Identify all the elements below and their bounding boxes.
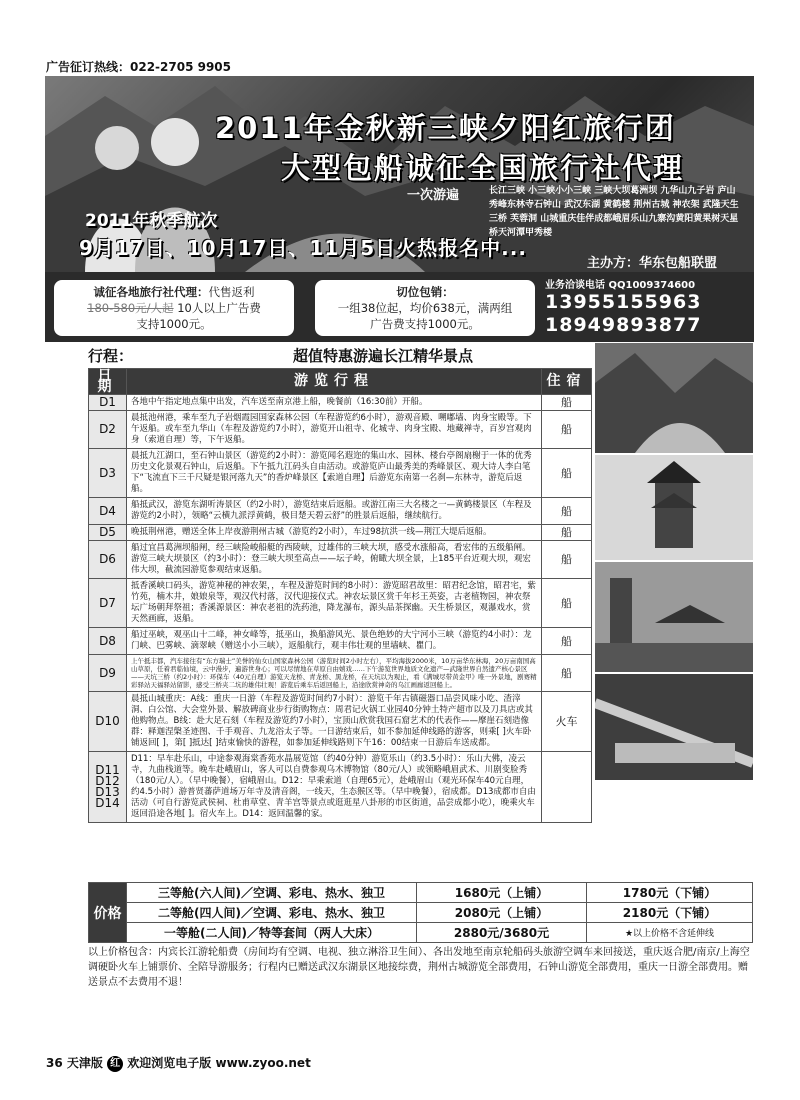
itinerary-row [89,655,592,692]
price-row [89,883,753,903]
welcome-text: 欢迎浏览电子版 [127,1056,212,1070]
price-label: 价格 [89,883,127,943]
promo-strip [45,272,754,342]
itinerary-row [89,395,592,411]
banner-title-2: 大型包船诚征全国旅行社代理 [281,151,685,185]
route-desc-cell: 上午抵丰都，汽车接往有“东方瑞士”美誉的仙女山国家森林公园（游览时间2小时左右），平均海拔2000米，10万亩华东林海，20万亩南国高山草原，任着君临仙境，云中漫步，遍游世身心；可以尽情地在草原自由嬉戏……下午游览世界地质文化遗产—武隆世界自然遗产核心景区——天坑三桥（约2小时）：环保车（40元自理）游览天龙桥、青龙桥、黑龙桥，在天坑以为观止，看《满城尽带黄金甲》唯一外景地，剧赛精彩驿站天福驿站留影，感受三桥夹二坑的雄伟壮观！游览后乘车后返回船上，沿途欣赏神奇的乌江画廊返回船上。 [127,655,542,692]
col-route: 游览行程 [127,369,542,395]
ad-hotline: 广告征订热线：022-2705 9905 [46,60,232,74]
price-row [89,923,753,943]
charter-line2: 广告费支持1000元。 [370,317,480,331]
banner [45,76,754,272]
red-badge: 红 [107,1056,123,1072]
route-title: 超值特惠游遍长江精华景点 [293,347,474,365]
price-p2-cell: 2180元（下铺） [587,903,753,923]
stay-cell: 船 [542,579,592,628]
itinerary-row [89,541,592,579]
agent-price: 180-580元/人起 [87,301,174,315]
price-p1-cell: 2080元（上铺） [417,903,587,923]
stay-cell [542,752,592,823]
day-cell: D1 [89,395,127,411]
price-p1-cell: 1680元（上铺） [417,883,587,903]
stay-cell: 船 [542,525,592,541]
price-p1-cell: 2880元/3680元 [417,923,587,943]
itinerary-row [89,411,592,449]
itinerary-row [89,579,592,628]
itinerary-row [89,449,592,498]
day-cell: D4 [89,498,127,525]
itinerary-row [89,692,592,752]
route-desc-cell: 晨抵池州港，乘车至九子岩烟霞园国家森林公园（车程游览约6小时），游观音殿、嗍嘟墙、肉身宝殿等。下午返船。或车至九华山（车程及游览约7小时），游览开山祖寺、化城寺、肉身宝殿、地藏禅寺，百岁宫观肉身（索道自理）等，下午返船。 [127,411,542,449]
agent-rebate: 代售返利 [208,285,255,299]
route-label: 行程： [88,347,134,365]
col-stay: 住宿 [542,369,592,395]
day-cell: D2 [89,411,127,449]
price-cabin-cell: 一等舱(二人间)／特等套间（两人大床） [127,923,417,943]
route-desc-cell: 各地中午指定地点集中出发，汽车送至南京港上船，晚餐前（16:30前）开船。 [127,395,542,411]
stay-cell: 船 [542,411,592,449]
itinerary-row [89,498,592,525]
day-cell: D5 [89,525,127,541]
route-header [88,343,588,367]
season-title: 2011年秋季航次 [85,211,218,231]
organizer: 主办方：华东包船联盟 [587,256,718,271]
photo-column [595,343,753,780]
route-desc-cell: 船过巫峡，观巫山十二峰，神女峰等，抵巫山，换船游风光、景色绝妙的大宁河小三峡（游览约4小时）：龙门峡、巴雾峡、滴翠峡（赠送小小三峡），返船航行，观丰伟壮观的里墙峡、瞿门。 [127,628,542,655]
stay-cell: 船 [542,395,592,411]
day-cell: D3 [89,449,127,498]
page-number: 36 [46,1056,63,1070]
stay-cell: 船 [542,449,592,498]
day-cell: D6 [89,541,127,579]
stay-cell: 火车 [542,692,592,752]
route-desc-cell: 晨抵九江湖口，至石钟山景区（游览约2小时）：游览闻名遐迩的集山水、园林、楼台亭阁扇榭于一体的优秀历史文化景观石钟山，后返船。下午抵九江码头自由活动。或游览庐山最秀美的秀峰景区、观大诗人李白笔下“飞流直下三千尺疑是银河落九天”的香炉峰景区【索道自理】后游览东南第一名刹—东林寺，游览后返船。 [127,449,542,498]
stay-cell: 船 [542,498,592,525]
itinerary-body [89,395,592,823]
stay-cell: 船 [542,655,592,692]
stay-cell: 船 [542,628,592,655]
day-cell: D10 [89,692,127,752]
edition-label: 天津版 [66,1056,103,1070]
agent-support: 支持1000元。 [136,317,212,331]
site-url: www.zyoo.net [215,1056,311,1070]
charter-box [315,280,535,336]
agent-box [54,280,294,336]
price-body [89,883,753,943]
route-desc-cell: 晚抵荆州港，赠送全体上岸夜游荆州古城（游览约2小时），车过98抗洪一线—荆江大堤后返船。 [127,525,542,541]
route-desc-cell: 晨抵山城重庆：A线：重庆一日游（车程及游览时间约7小时）：游览千年古镇磁器口品尝风味小吃、渣滓洞、白公馆、大会堂外景、解放碑商业步行街购物点：周君记火锅工业园40分钟土特产超市以及刀具店或其他购物点。B线：赴大足石刻（车程及游览约7小时），宝顶山欣赏我国石窟艺术的代表作——摩崖石刻造像群：释迦涅槃圣迹图、千手观音、九龙浴太子等。一日游结束后，如不参加延伸线路的游客，则乘[ ]火车卧铺返回[ ]，第[ ]抵达[ ]结束愉快的游程，如参加延伸线路则下午16：00结束一日游后车送成都。 [127,692,542,752]
agent-head: 诚征各地旅行社代理： [93,285,209,299]
price-p2-cell: 1780元（下铺） [587,883,753,903]
charter-head: 切位包销： [396,285,454,299]
day-cell: D8 [89,628,127,655]
itinerary-header-row [89,369,592,395]
price-cabin-cell: 二等舱(四人间)／空调、彩电、热水、独卫 [127,903,417,923]
stay-cell: 船 [542,541,592,579]
page-footer [46,1054,311,1072]
price-p2-cell: ★以上价格不含延伸线 [587,923,753,943]
phone-label: 业务洽谈电话 QQ1009374600 [545,280,696,291]
route-desc-cell: 船过宜昌葛洲坝船闸，经三峡险峻船艇的西陵峡，过雄伟的三峡大坝，感受水涨船高，看宏伟的五级船闸。游览三峡大坝景区（约3小时）：登三峡大坝至高点——坛子岭，俯瞰大坝全景，上185平台近观大坝，观宏伟大坝，截流园游览参观结束返船。 [127,541,542,579]
price-row [89,903,753,923]
itinerary-row [89,525,592,541]
col-day: 日期 [89,369,127,395]
once-tour-label: 一次游遍 [407,188,460,203]
phone-2: 18949893877 [545,314,702,336]
day-cell: D11 D12 D13 D14 [89,752,127,823]
price-table [88,882,753,943]
route-desc-cell: 抵香溪峡口码头，游览神秘的神农架，，车程及游览时间约8小时）：游览昭君故里：昭君纪念馆，昭君宅，紫竹苑，楠木井，娘娘泉等，观汉代村落，汉代迎接仪式。神农坛景区赏千年杉王英姿，古老植物园，神农祭坛广场朝拜祭祖；香溪源景区：神农老祖的洗药池，降龙瀑布，源头品茶探幽。天生桥景区，观瀑戏水，赏天然画廊，返船。 [127,579,542,628]
route-desc-cell: D11：早车赴乐山，中途参观海棠香苑水晶展览馆（约40分钟）游览乐山（约3.5小时）：乐山大佛，凌云寺，九曲栈道等。晚车赴峨眉山，客人可以自费参观乌木博物馆（80元/人）或领略峨眉武术、川剧变脸秀（180元/人）。（早中晚餐），宿峨眉山。D12：早乘索道（自理65元），赴峨眉山（观光环保车40元自理，约4.5小时）游普贤蕃萨道场万年寺及清音阁，一线天，生态猴区等。（早中晚餐），宿成都。D13成都市自由活动（可自行游览武侯祠、杜甫草堂、青羊宫等景点或逛逛星八卦形的市区街道，品尝成都小吃），晚乘火车返回沿途各地[ ]。宿火车上。D14：返回温馨的家。 [127,752,542,823]
agent-rest: 10人以上广告费 [177,301,261,315]
banner-title-1: 2011年金秋新三峡夕阳红旅行团 [215,111,676,145]
itinerary-row [89,628,592,655]
scenery-photos [595,343,753,780]
itinerary-row [89,752,592,823]
route-desc-cell: 船抵武汉，游览东湖听涛景区（约2小时），游览结束后返船。或游江南三大名楼之一—黄鹤楼景区（车程及游览约2小时），领略“云横九派浮黄鹤，极目楚天碧云舒”的胜景后返船，继续航行。 [127,498,542,525]
departure-dates: 9月17日、10月17日、11月5日火热报名中... [79,236,527,260]
charter-line1: 一组38位起，均价638元，满两组 [337,301,513,315]
day-cell: D7 [89,579,127,628]
day-cell: D9 [89,655,127,692]
phone-1: 13955155963 [545,291,702,313]
itinerary-table [88,368,592,823]
phone-block [545,276,701,337]
scenic-spots: 长江三峡 小三峡小小三峡 三峡大坝葛洲坝 九华山九子岩 庐山 秀峰东林寺石钟山 武汉东湖 黄鹤楼 荆州古城 神农架 武隆天生三桥 芙蓉洞 山城重庆佳伴成都峨眉乐山九寨沟黄阳黄果树天星桥天河潭甲秀楼 [489,186,739,238]
price-cabin-cell: 三等舱(六人间)／空调、彩电、热水、独卫 [127,883,417,903]
price-includes-note: 以上价格包含：内宾长江游轮船费（房间均有空调、电视、独立淋浴卫生间）、各出发地至南京轮船码头旅游空调车来回接送，重庆返合肥/南京/上海空调硬卧火车上铺票价、全陪导游服务；行程内已赠送武汉东湖景区地接综费，荆州古城游览全部费用，石钟山游览全部费用，重庆一日游全部费用。赠送景点不去费用不退！ [88,947,750,988]
